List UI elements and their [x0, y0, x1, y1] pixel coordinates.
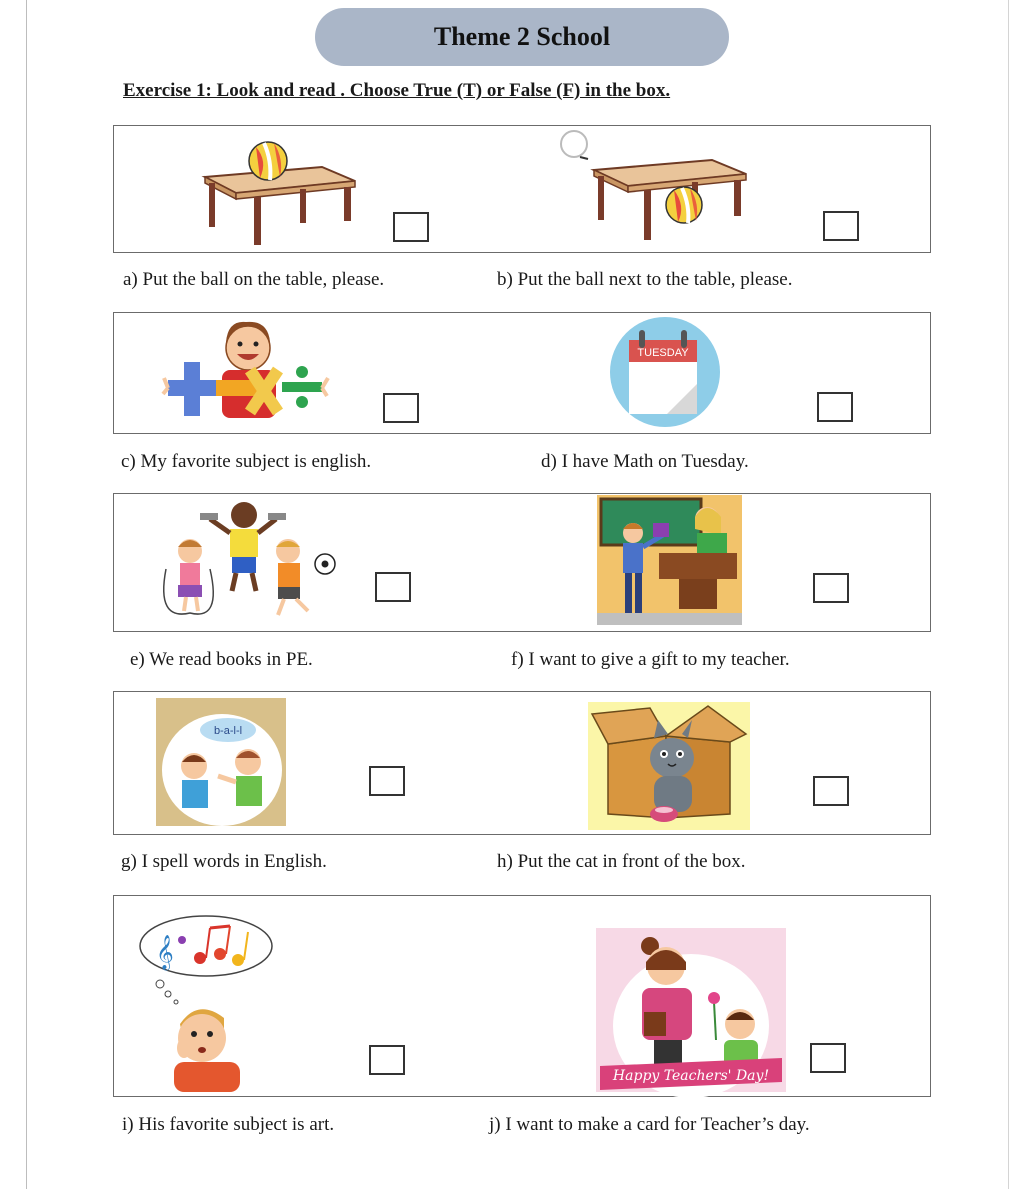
spelling-boys-picture — [156, 698, 286, 826]
answer-box-f[interactable] — [813, 573, 849, 603]
statement-j: j) I want to make a card for Teacher’s day. — [489, 1114, 810, 1135]
calendar-day-label: TUESDAY — [637, 347, 689, 359]
answer-box-j[interactable] — [810, 1043, 846, 1073]
statement-c: c) My favorite subject is english. — [121, 451, 372, 472]
worksheet-title: Theme 2 School — [315, 8, 729, 66]
answer-box-h[interactable] — [813, 776, 849, 806]
ball-under-table-picture — [556, 128, 751, 246]
math-boy-picture — [166, 316, 328, 424]
statement-b: b) Put the ball next to the table, please. — [497, 269, 793, 290]
spelling-speech-bubble: b-a-l-l — [213, 725, 243, 737]
statement-h: h) Put the cat in front of the box. — [497, 851, 746, 872]
cat-in-box-picture — [588, 702, 750, 830]
exercise-instruction: Exercise 1: Look and read . Choose True (T) or False (F) in the box. — [123, 80, 671, 101]
answer-box-e[interactable] — [375, 572, 411, 602]
statement-d: d) I have Math on Tuesday. — [541, 451, 749, 472]
calendar-tuesday-picture — [609, 316, 721, 428]
statement-g: g) I spell words in English. — [121, 851, 327, 872]
answer-box-g[interactable] — [369, 766, 405, 796]
answer-box-d[interactable] — [817, 392, 853, 422]
svg-text:𝄞: 𝄞 — [156, 935, 174, 970]
pe-class-picture — [152, 497, 338, 627]
boy-thinking-of-music-picture — [138, 914, 278, 1092]
statement-i: i) His favorite subject is art. — [122, 1114, 335, 1135]
answer-box-i[interactable] — [369, 1045, 405, 1075]
answer-box-c[interactable] — [383, 393, 419, 423]
ball-on-table-picture — [200, 135, 360, 247]
teachers-day-banner-text: Happy Teachers' Day! — [612, 1068, 770, 1084]
statement-f: f) I want to give a gift to my teacher. — [511, 649, 790, 670]
statement-e: e) We read books in PE. — [130, 649, 313, 670]
page-border-right — [1008, 0, 1009, 1189]
teachers-day-card-picture — [596, 928, 786, 1092]
answer-box-a[interactable] — [393, 212, 429, 242]
gift-to-teacher-picture — [597, 495, 742, 625]
answer-box-b[interactable] — [823, 211, 859, 241]
statement-a: a) Put the ball on the table, please. — [123, 269, 385, 290]
page-border-left — [26, 0, 27, 1189]
